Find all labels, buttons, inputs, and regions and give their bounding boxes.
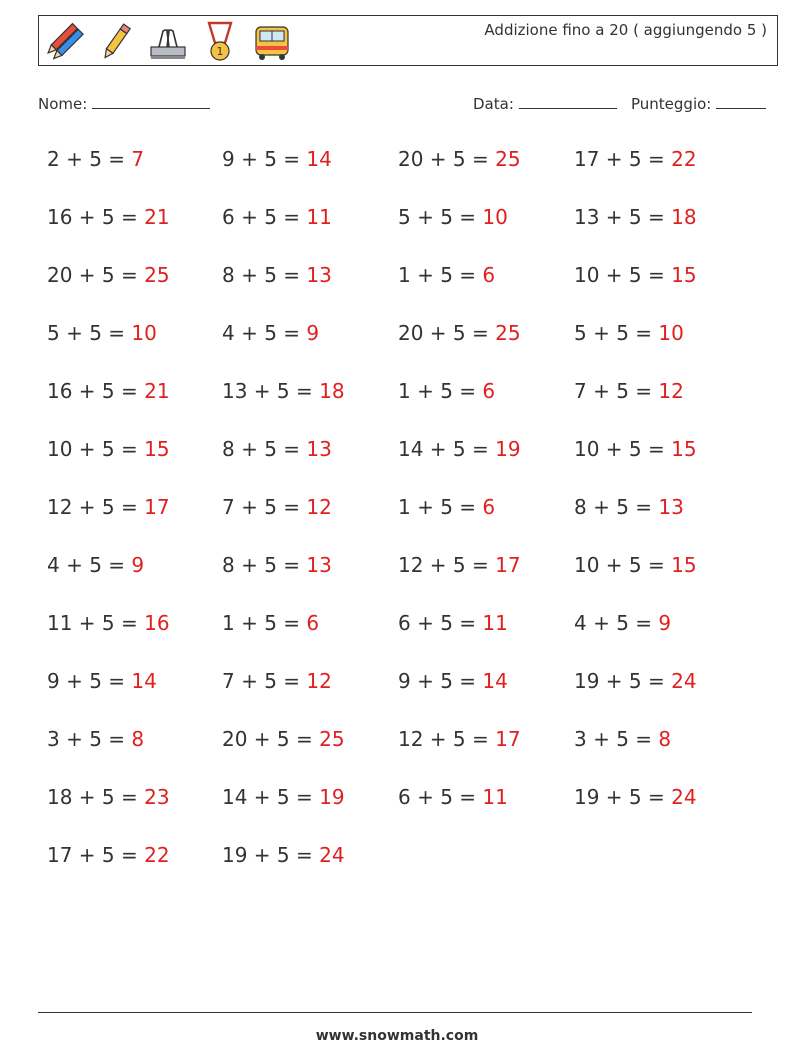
problem-item [574, 437, 697, 461]
problem-question: 9 + 5 = [398, 669, 483, 693]
problem-question: 5 + 5 = [47, 321, 132, 345]
problem-answer: 21 [144, 205, 170, 229]
problem-answer: 11 [482, 611, 508, 635]
problem-question: 10 + 5 = [47, 437, 145, 461]
problem-item [47, 379, 170, 403]
pencil-icon [95, 21, 137, 63]
problem-question: 7 + 5 = [222, 495, 307, 519]
footer-divider [38, 1012, 752, 1013]
problem-row [47, 256, 767, 314]
problem-question: 4 + 5 = [574, 611, 659, 635]
problem-item [398, 553, 521, 577]
problem-item [398, 379, 495, 403]
problem-answer: 18 [319, 379, 345, 403]
problem-question: 7 + 5 = [574, 379, 659, 403]
name-line [92, 94, 210, 109]
problem-question: 19 + 5 = [574, 785, 672, 809]
problem-answer: 6 [306, 611, 320, 635]
problem-answer: 9 [658, 611, 672, 635]
problem-question: 1 + 5 = [222, 611, 307, 635]
problem-item [47, 205, 170, 229]
problem-answer: 10 [658, 321, 684, 345]
problem-item [222, 437, 332, 461]
problem-question: 20 + 5 = [47, 263, 145, 287]
problem-answer: 14 [306, 147, 332, 171]
problem-answer: 17 [144, 495, 170, 519]
problem-item [574, 669, 697, 693]
problem-item [222, 727, 345, 751]
problem-row [47, 836, 767, 894]
problem-answer: 12 [658, 379, 684, 403]
problem-answer: 14 [131, 669, 157, 693]
problem-answer: 19 [319, 785, 345, 809]
problem-answer: 16 [144, 611, 170, 635]
problem-row [47, 314, 767, 372]
problem-answer: 6 [482, 379, 496, 403]
problem-answer: 12 [306, 669, 332, 693]
footer-url: www.snowmath.com [315, 1028, 479, 1044]
problem-item [574, 321, 684, 345]
problem-answer: 19 [495, 437, 521, 461]
problem-item [222, 379, 345, 403]
problem-item [398, 611, 508, 635]
date-field[interactable] [473, 94, 617, 113]
problem-answer: 13 [658, 495, 684, 519]
problem-row [47, 604, 767, 662]
problem-question: 5 + 5 = [574, 321, 659, 345]
problem-item [47, 843, 170, 867]
problem-answer: 25 [144, 263, 170, 287]
problem-question: 11 + 5 = [47, 611, 145, 635]
problem-item [222, 147, 332, 171]
problem-answer: 13 [306, 553, 332, 577]
problem-answer: 13 [306, 437, 332, 461]
problem-answer: 22 [144, 843, 170, 867]
problem-item [222, 611, 319, 635]
problem-item [222, 843, 345, 867]
problem-question: 18 + 5 = [47, 785, 145, 809]
problem-item [47, 611, 170, 635]
problem-question: 13 + 5 = [222, 379, 320, 403]
problem-question: 10 + 5 = [574, 553, 672, 577]
problem-row [47, 662, 767, 720]
problem-item [574, 263, 697, 287]
problem-question: 8 + 5 = [222, 263, 307, 287]
problem-answer: 15 [671, 263, 697, 287]
problem-question: 17 + 5 = [47, 843, 145, 867]
problem-answer: 18 [671, 205, 697, 229]
problem-question: 12 + 5 = [398, 727, 496, 751]
problem-question: 9 + 5 = [47, 669, 132, 693]
problem-question: 13 + 5 = [574, 205, 672, 229]
problem-item [574, 611, 671, 635]
problem-item [47, 785, 170, 809]
problem-answer: 11 [306, 205, 332, 229]
problem-item [47, 727, 144, 751]
problem-answer: 15 [671, 437, 697, 461]
school-bus-icon [251, 21, 293, 63]
problem-answer: 24 [319, 843, 345, 867]
problem-question: 12 + 5 = [47, 495, 145, 519]
problem-answer: 8 [131, 727, 145, 751]
problem-question: 6 + 5 = [398, 785, 483, 809]
problem-answer: 6 [482, 495, 496, 519]
problem-question: 1 + 5 = [398, 379, 483, 403]
header-box [38, 15, 778, 66]
problem-item [574, 553, 697, 577]
problem-answer: 10 [482, 205, 508, 229]
problem-answer: 22 [671, 147, 697, 171]
problem-question: 6 + 5 = [398, 611, 483, 635]
problem-question: 2 + 5 = [47, 147, 132, 171]
problem-item [398, 785, 508, 809]
problem-question: 9 + 5 = [222, 147, 307, 171]
problem-question: 20 + 5 = [222, 727, 320, 751]
problem-answer: 12 [306, 495, 332, 519]
problem-answer: 9 [306, 321, 320, 345]
problem-question: 20 + 5 = [398, 147, 496, 171]
problem-row [47, 546, 767, 604]
problem-row [47, 198, 767, 256]
problem-row [47, 778, 767, 836]
problem-answer: 14 [482, 669, 508, 693]
problem-question: 20 + 5 = [398, 321, 496, 345]
problem-item [398, 727, 521, 751]
score-label: Punteggio: [631, 95, 712, 113]
name-label: Nome: [38, 95, 88, 113]
problem-item [47, 147, 144, 171]
problem-grid [47, 140, 767, 894]
problem-question: 6 + 5 = [222, 205, 307, 229]
score-field[interactable] [631, 94, 766, 113]
problem-question: 12 + 5 = [398, 553, 496, 577]
problem-answer: 23 [144, 785, 170, 809]
problem-item [47, 669, 157, 693]
problem-answer: 8 [658, 727, 672, 751]
date-line [519, 94, 617, 109]
problem-item [574, 495, 684, 519]
problem-question: 10 + 5 = [574, 263, 672, 287]
problem-item [222, 495, 332, 519]
problem-answer: 17 [495, 553, 521, 577]
problem-question: 8 + 5 = [574, 495, 659, 519]
problem-item [47, 553, 144, 577]
problem-answer: 10 [131, 321, 157, 345]
problem-item [574, 205, 697, 229]
pencils-icon [43, 21, 85, 63]
problem-question: 1 + 5 = [398, 263, 483, 287]
problem-answer: 25 [319, 727, 345, 751]
problem-item [47, 437, 170, 461]
problem-item [574, 147, 697, 171]
problem-answer: 25 [495, 147, 521, 171]
problem-answer: 17 [495, 727, 521, 751]
problem-item [574, 379, 684, 403]
problem-row [47, 720, 767, 778]
problem-answer: 21 [144, 379, 170, 403]
problem-item [398, 263, 495, 287]
problem-item [222, 205, 332, 229]
problem-question: 7 + 5 = [222, 669, 307, 693]
header-icons [43, 20, 293, 64]
problem-question: 1 + 5 = [398, 495, 483, 519]
problem-answer: 9 [131, 553, 145, 577]
problem-question: 4 + 5 = [47, 553, 132, 577]
problem-item [222, 785, 345, 809]
name-field[interactable] [38, 94, 210, 113]
problem-item [47, 321, 157, 345]
problem-answer: 24 [671, 669, 697, 693]
problem-question: 19 + 5 = [222, 843, 320, 867]
problem-item [398, 147, 521, 171]
problem-question: 3 + 5 = [47, 727, 132, 751]
problem-question: 17 + 5 = [574, 147, 672, 171]
svg-text:1: 1 [216, 45, 224, 58]
problem-question: 19 + 5 = [574, 669, 672, 693]
problem-row [47, 140, 767, 198]
binder-clip-icon [147, 21, 189, 63]
problem-item [574, 727, 671, 751]
problem-item [574, 785, 697, 809]
problem-question: 4 + 5 = [222, 321, 307, 345]
problem-item [222, 263, 332, 287]
problem-question: 16 + 5 = [47, 205, 145, 229]
problem-question: 16 + 5 = [47, 379, 145, 403]
problem-answer: 15 [144, 437, 170, 461]
problem-answer: 6 [482, 263, 496, 287]
problem-item [398, 437, 521, 461]
problem-answer: 7 [131, 147, 145, 171]
problem-question: 8 + 5 = [222, 553, 307, 577]
problem-item [222, 321, 319, 345]
problem-row [47, 488, 767, 546]
problem-item [398, 321, 521, 345]
problem-item [47, 263, 170, 287]
problem-question: 8 + 5 = [222, 437, 307, 461]
problem-row [47, 372, 767, 430]
problem-item [398, 669, 508, 693]
problem-question: 14 + 5 = [398, 437, 496, 461]
problem-item [47, 495, 170, 519]
problem-item [398, 495, 495, 519]
score-line [716, 94, 766, 109]
problem-answer: 11 [482, 785, 508, 809]
problem-item [398, 205, 508, 229]
problem-item [222, 669, 332, 693]
problem-answer: 15 [671, 553, 697, 577]
problem-answer: 24 [671, 785, 697, 809]
date-label: Data: [473, 95, 514, 113]
problem-question: 10 + 5 = [574, 437, 672, 461]
problem-item [222, 553, 332, 577]
problem-row [47, 430, 767, 488]
worksheet-title: Addizione fino a 20 ( aggiungendo 5 ) [484, 21, 767, 39]
problem-answer: 13 [306, 263, 332, 287]
problem-question: 3 + 5 = [574, 727, 659, 751]
medal-icon [199, 21, 241, 63]
problem-answer: 25 [495, 321, 521, 345]
problem-question: 14 + 5 = [222, 785, 320, 809]
problem-question: 5 + 5 = [398, 205, 483, 229]
